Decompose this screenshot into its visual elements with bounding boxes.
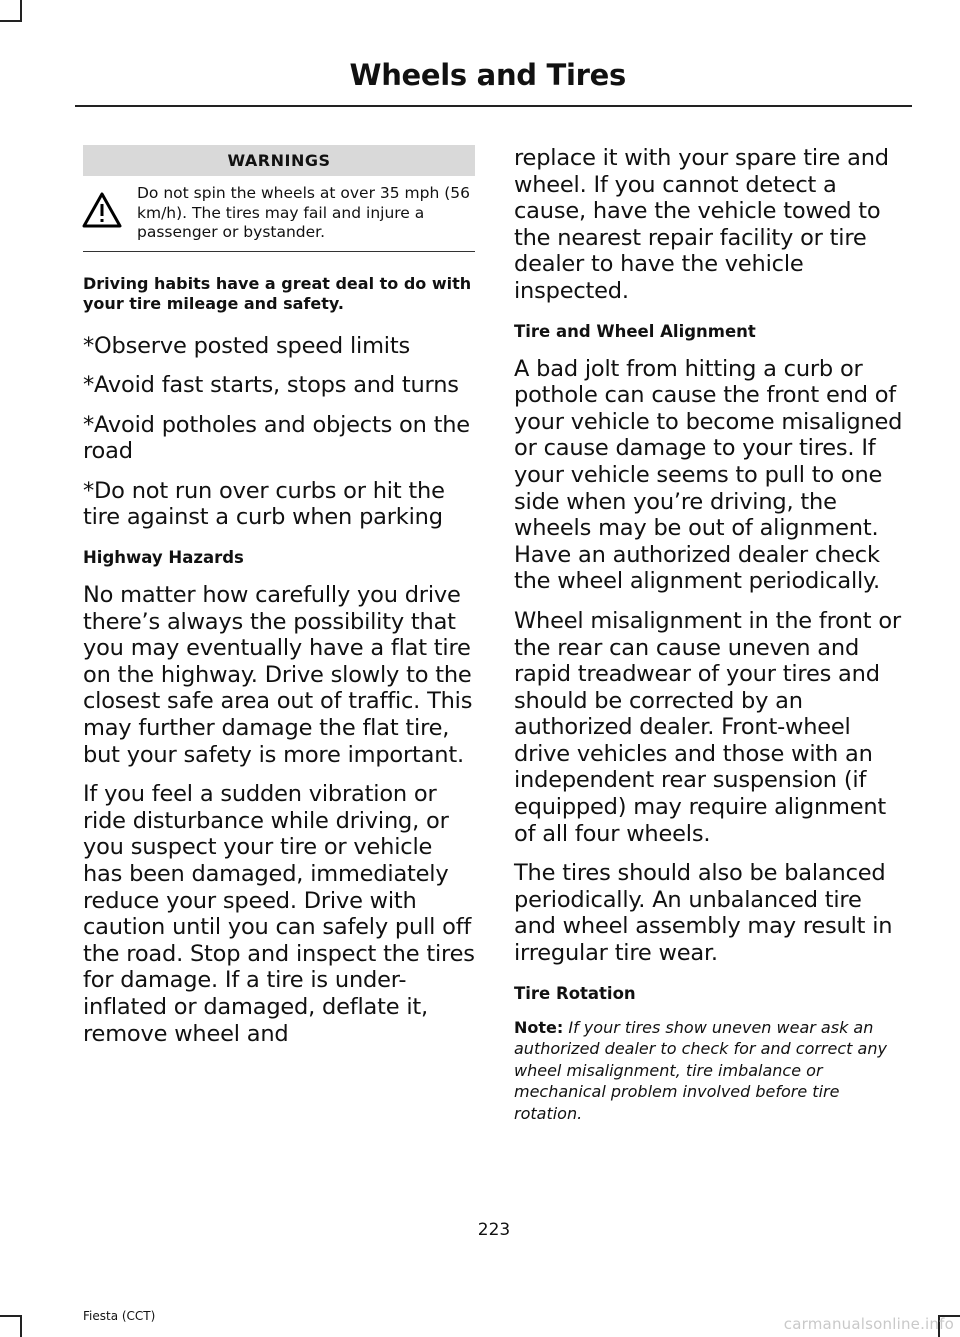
- crop-mark: [0, 1315, 22, 1317]
- note-label: Note:: [514, 1017, 564, 1037]
- warning-text: Do not spin the wheels at over 35 mph (56 km/h). The tires may fail and injure a passenger or bystander.: [137, 184, 470, 241]
- highway-hazards-heading: Highway Hazards: [83, 548, 244, 568]
- intro-text: Driving habits have a great deal to do with your tire mileage and safety.: [83, 273, 472, 313]
- right-column: [514, 145, 909, 1124]
- warning-body: [83, 176, 475, 252]
- crop-mark: [0, 20, 22, 22]
- page-number: 223: [477, 1220, 511, 1240]
- warning-title: WARNINGS: [83, 145, 475, 176]
- footer-model: Fiesta (CCT): [83, 1309, 156, 1323]
- watermark[interactable]: carmanualsonline.info: [783, 1315, 954, 1333]
- crop-mark: [20, 0, 22, 22]
- paragraph: replace it with your spare tire and wheel. If you cannot detect a cause, have the vehicle towed to the nearest repair facility or tire dealer to have the vehicle inspected.: [514, 145, 889, 304]
- crop-mark: [20, 1315, 22, 1337]
- note-text: If your tires show uneven wear ask an authorized dealer to check for and correct any wheel misalignment, tire imbalance or mechanical problem involved before tire rotation.: [514, 1017, 887, 1123]
- tire-rotation-heading: Tire Rotation: [514, 983, 636, 1003]
- warning-triangle-icon: [81, 191, 135, 231]
- header-rule: [75, 105, 912, 107]
- bullet-item: *Avoid potholes and objects on the road: [83, 411, 470, 465]
- page-title: Wheels and Tires: [349, 58, 626, 92]
- bullet-item: *Avoid fast starts, stops and turns: [83, 372, 459, 399]
- warning-box: [83, 145, 475, 252]
- paragraph: Wheel misalignment in the front or the rear can cause uneven and rapid treadwear of your tires and should be corrected by an authorized dealer. Front-wheel drive vehicles and those with an independent rear suspension (if equipped) may require alignment of all four wheels.: [514, 607, 901, 847]
- paragraph: No matter how carefully you drive there’s always the possibility that you may eventually have a flat tire on the highway. Drive slowly to the closest safe area out of traffic. This may further damage the flat tire, but your safety is more important.: [83, 582, 473, 768]
- paragraph: The tires should also be balanced periodically. An unbalanced tire and wheel assembly may result in irregular tire wear.: [514, 860, 893, 967]
- note: [514, 1017, 909, 1125]
- paragraph: If you feel a sudden vibration or ride disturbance while driving, or you suspect your tire or vehicle has been damaged, immediately reduce your speed. Drive with caution until you can safely pull off the road. Stop and inspect the tires for damage. If a tire is under-inflated or damaged, deflate it, remove wheel and: [83, 781, 475, 1047]
- paragraph: A bad jolt from hitting a curb or pothole can cause the front end of your vehicle to become misaligned or cause damage to your tires. If your vehicle seems to pull to one side when you’re driving, the wheels may be out of alignment. Have an authorized dealer check the wheel alignment periodically.: [514, 355, 903, 595]
- bullet-item: *Do not run over curbs or hit the tire against a curb when parking: [83, 477, 445, 531]
- bullet-item: *Observe posted speed limits: [83, 332, 410, 359]
- alignment-heading: Tire and Wheel Alignment: [514, 321, 756, 341]
- left-column: [83, 145, 475, 1047]
